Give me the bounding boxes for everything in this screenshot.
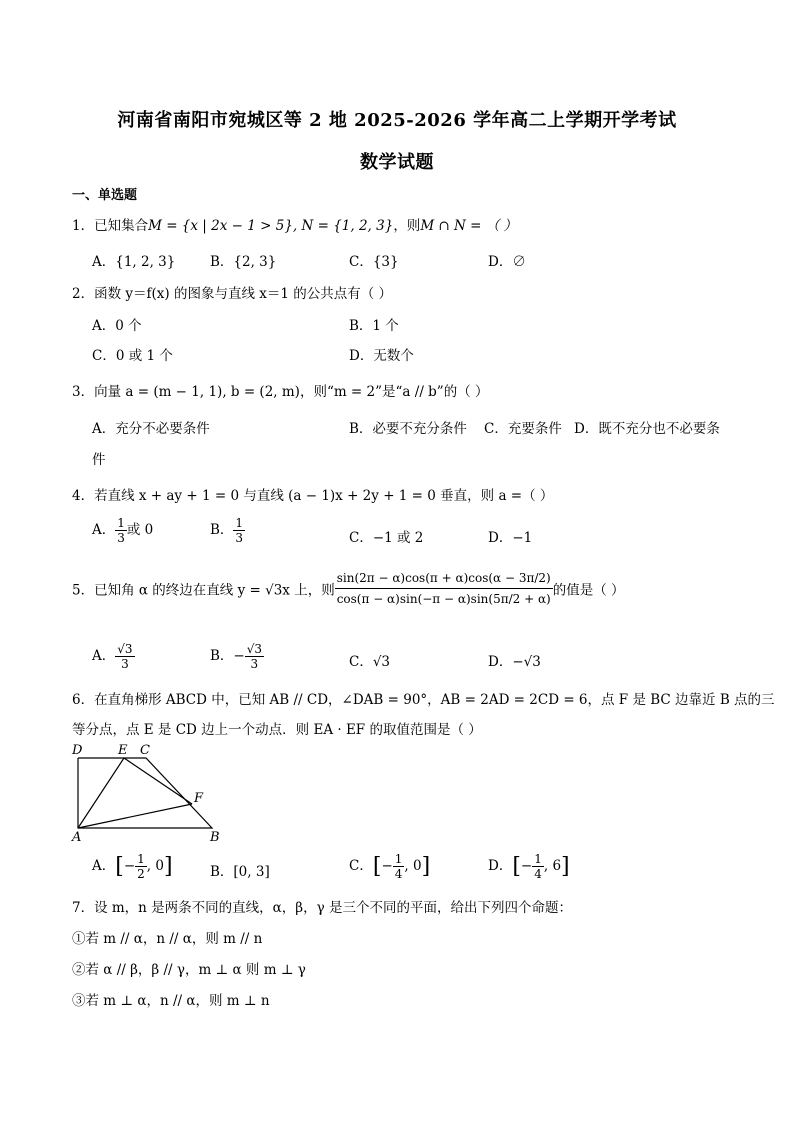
question-4-stem: 4．若直线 x + ay + 1 = 0 与直线 (a − 1)x + 2y + 1 = 0 垂直，则 a =（ ） — [72, 488, 554, 504]
q6-c-den: 4 — [394, 867, 403, 881]
label-f: F — [194, 791, 204, 806]
exam-title: 河南省南阳市宛城区等 2 地 2025-2026 学年高二上学期开学考试 — [117, 110, 677, 131]
q4-option-d: D．−1 — [488, 530, 533, 546]
label-b: B — [210, 830, 220, 845]
q5-option-a — [92, 642, 135, 671]
q5-option-b — [210, 642, 264, 671]
q1-option-c: C．{3} — [349, 254, 399, 270]
q1-option-b: B．{2, 3} — [210, 254, 277, 270]
q7-proposition-1: ①若 m // α，n // α，则 m // n — [72, 931, 263, 947]
q1-stem-a: 1．已知集合 — [72, 218, 149, 234]
q7-proposition-3: ③若 m ⊥ α，n // α，则 m ⊥ n — [72, 993, 270, 1009]
q3-option-d: D．既不充分也不必要条 — [574, 421, 720, 437]
question-6-stem-line2: 等分点，点 E 是 CD 边上一个动点．则 EA · EF 的取值范围是（ ） — [72, 722, 482, 738]
q4-a-fraction — [115, 516, 127, 545]
q1-set: M = {x | 2x − 1 > 5}, N = {1, 2, 3} — [148, 218, 394, 234]
q6-d-fraction — [532, 852, 544, 881]
q4-b-fraction — [233, 516, 245, 545]
q6-a-rest: , 0 — [146, 858, 164, 874]
q5-b-num: √3 — [246, 642, 263, 656]
q5-b-prefix: B．− — [210, 648, 245, 664]
q1-option-d: D．∅ — [488, 254, 526, 270]
q4-a-num: 1 — [117, 516, 125, 530]
label-d: D — [72, 743, 83, 758]
q4-option-c: C．−1 或 2 — [349, 530, 424, 546]
q2-option-c: C．0 或 1 个 — [92, 348, 173, 364]
exam-subtitle: 数学试题 — [360, 152, 434, 173]
q6-a-prefix: A． — [92, 858, 116, 874]
q4-option-a — [92, 516, 153, 545]
q5-b-den: 3 — [250, 657, 259, 671]
q2-option-a: A．0 个 — [92, 318, 142, 334]
q4-a-suffix: 或 0 — [126, 522, 154, 538]
q6-d-rbracket: ] — [561, 854, 570, 879]
q6-c-fraction — [393, 852, 405, 881]
q4-a-prefix: A． — [92, 522, 116, 538]
q5-a-fraction — [115, 642, 134, 671]
question-3-stem: 3．向量 a = (m − 1, 1), b = (2, m)，则“m = 2”是“a // b”的（ ） — [72, 384, 489, 400]
q3-option-a: A．充分不必要条件 — [92, 421, 210, 437]
q5-stem-a: 5．已知角 α 的终边在直线 y = √3x 上，则 — [72, 582, 335, 599]
q6-c-lbracket: [ — [372, 854, 382, 879]
q5-big-fraction — [335, 568, 553, 609]
q6-c-rest: , 0 — [404, 858, 422, 874]
q6-d-prefix: D． — [488, 858, 513, 874]
segment-ef — [124, 758, 192, 804]
question-6-stem-line1: 6．在直角梯形 ABCD 中，已知 AB // CD，∠DAB = 90°，AB = 2AD = 2CD = 6，点 F 是 BC 边靠近 B 点的三 — [72, 692, 775, 708]
q4-a-den: 3 — [117, 531, 125, 545]
question-1-stem — [72, 214, 517, 234]
q6-c-rbracket: ] — [421, 854, 431, 879]
question-2-stem: 2．函数 y＝f(x) 的图象与直线 x＝1 的公共点有（ ） — [72, 286, 393, 302]
q4-b-den: 3 — [235, 531, 244, 545]
q5-b-fraction — [245, 642, 264, 671]
q2-option-d: D．无数个 — [349, 348, 414, 364]
q5-frac-den: cos(π − α)sin(−π − α)sin(5π/2 + α) — [336, 592, 551, 606]
q6-option-d — [488, 852, 570, 881]
q6-c-neg: − — [381, 858, 393, 874]
q2-option-b: B．1 个 — [349, 318, 399, 334]
question-7-stem: 7．设 m，n 是两条不同的直线，α，β，γ 是三个不同的平面，给出下列四个命题： — [72, 900, 572, 916]
q6-d-neg: − — [520, 858, 533, 874]
q1-expr: M ∩ N = （ ） — [420, 218, 518, 234]
q6-d-rest: , 6 — [543, 858, 562, 874]
q6-a-lbracket: [ — [115, 854, 124, 879]
q5-a-num: √3 — [117, 642, 133, 656]
q1-option-a: A．{1, 2, 3} — [92, 254, 176, 270]
label-e: E — [118, 743, 128, 758]
q4-b-prefix: B． — [210, 522, 234, 538]
q6-a-den: 2 — [137, 867, 145, 881]
q6-a-rbracket: ] — [163, 854, 173, 879]
q6-a-fraction — [135, 852, 147, 881]
q5-a-den: 3 — [121, 657, 129, 671]
segment-af — [78, 804, 192, 828]
segment-ea — [78, 758, 124, 828]
q6-a-num: 1 — [137, 852, 145, 866]
label-a: A — [72, 830, 82, 845]
q5-stem-b: 的值是（ ） — [552, 582, 625, 599]
q5-frac-num: sin(2π − α)cos(π + α)cos(α − 3π/2) — [335, 568, 553, 589]
q5-option-c: C．√3 — [349, 654, 391, 670]
q6-trapezoid-figure — [70, 740, 230, 845]
q5-option-d: D．−√3 — [488, 654, 541, 670]
q6-c-num: 1 — [394, 852, 403, 866]
q6-d-den: 4 — [534, 867, 542, 881]
q7-proposition-2: ②若 α // β，β // γ，m ⊥ α 则 m ⊥ γ — [72, 962, 306, 978]
q6-d-lbracket: [ — [512, 854, 521, 879]
label-c: C — [140, 743, 150, 758]
q6-option-b: B．[0, 3] — [210, 864, 270, 880]
q6-option-a — [92, 852, 173, 881]
q4-b-num: 1 — [235, 516, 244, 530]
q5-a-prefix: A． — [92, 648, 116, 664]
question-5-stem — [72, 568, 625, 609]
q6-option-c — [349, 852, 430, 881]
q6-c-prefix: C． — [349, 858, 373, 874]
q4-option-b — [210, 516, 245, 545]
q3-option-b: B．必要不充分条件 — [349, 421, 467, 437]
q1-stem-b: ，则 — [393, 218, 421, 234]
trapezoid-outline — [78, 758, 212, 828]
section-heading: 一、单选题 — [72, 188, 138, 203]
q6-d-num: 1 — [534, 852, 542, 866]
q3-option-c: C．充要条件 — [484, 421, 562, 437]
q3-option-d-wrap: 件 — [92, 452, 106, 468]
q6-a-neg: − — [123, 858, 136, 874]
